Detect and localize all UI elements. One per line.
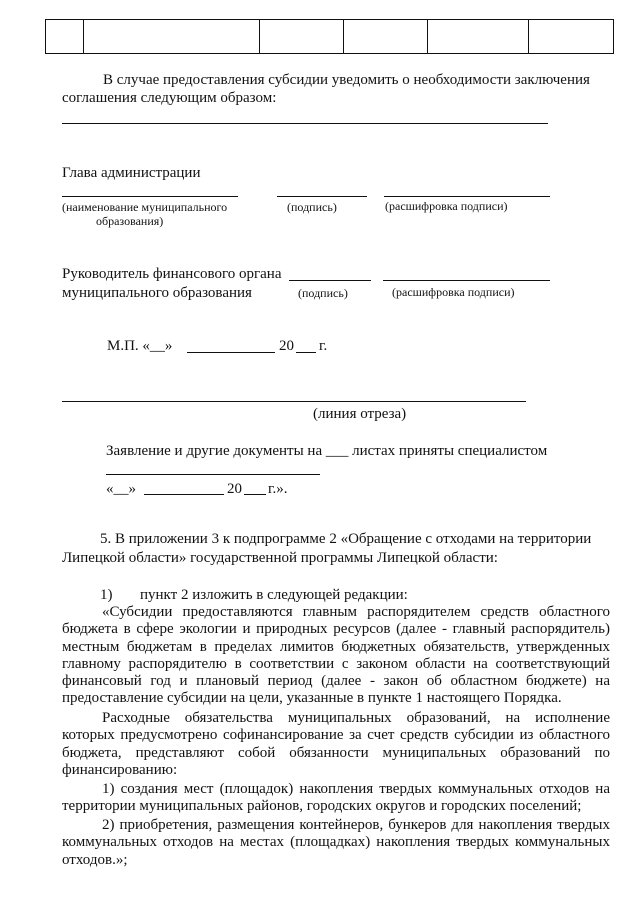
finance-caption-decoding: (расшифровка подписи) [392, 285, 515, 299]
finance-caption-signature: (подпись) [298, 286, 348, 300]
finance-head-line-2: муниципального образования [62, 285, 252, 301]
notice-fill-line [62, 123, 548, 124]
stamp-year-suffix: г. [319, 338, 328, 354]
table-cell [529, 20, 614, 54]
paragraph-1: «Субсидии предоставляются главным распорядителем средств областного бюджета в сфере экологии и природных ресурсов (далее - главный распорядитель) местным бюджетам в пределах лимитов бюджетных обязательств, утвержденных главному распорядителю в соответствии с законом области на соответствующий финансовый год и плановый период (далее - закон об областном бюджете) на предоставление субсидии на цели, указанные в пункте 1 настоящего Порядка. [62, 604, 610, 707]
section5-line-1: 5. В приложении 3 к подпрограмме 2 «Обращение с отходами на территории [100, 531, 592, 547]
item1-text: пункт 2 изложить в следующей редакции: [140, 587, 408, 603]
stamp-month-line [187, 352, 275, 353]
accept-date-open: «__» [106, 481, 136, 497]
signature-line [277, 196, 367, 197]
cut-line-label: (линия отреза) [313, 406, 407, 422]
caption-signature: (подпись) [287, 200, 337, 214]
decoding-line [384, 196, 550, 197]
stamp-mp: М.П. «__» [107, 338, 173, 354]
caption-name: (наименование муниципального [62, 200, 228, 214]
table-cell [344, 20, 428, 54]
paragraph-2: Расходные обязательства муниципальных образований, на исполнение которых предусмотрено софинансирование за счет средств субсидии из областного бюджета, представляют собой обязанности муниципальных образований по финансированию: [62, 710, 610, 778]
cut-line [62, 401, 526, 402]
paragraph-3: 1) создания мест (площадок) накопления твердых коммунальных отходов на территории муниципальных районов, городских округов и городских поселений; [62, 781, 610, 815]
stamp-year-line [296, 352, 316, 353]
accept-line-1: Заявление и другие документы на ___ листах приняты специалистом [106, 443, 548, 459]
section5-line-2: Липецкой области» государственной программы Липецкой области: [62, 550, 498, 566]
table-cell [84, 20, 260, 54]
accept-year-suffix: г.». [268, 481, 288, 497]
finance-signature-line [289, 280, 371, 281]
caption-name-2: образования) [96, 214, 164, 228]
paragraph-4: 2) приобретения, размещения контейнеров, бункеров для накопления твердых коммунальных отходов на местах (площадках) накопления твердых коммунальных отходов.»; [62, 817, 610, 868]
table-cell [428, 20, 529, 54]
top-table [45, 19, 614, 54]
table-cell [260, 20, 344, 54]
table-cell [46, 20, 84, 54]
head-admin-title: Глава администрации [62, 165, 201, 181]
caption-decoding: (расшифровка подписи) [385, 199, 508, 213]
accept-year-line [244, 494, 266, 495]
specialist-line [106, 474, 320, 475]
notice-line-2: соглашения следующим образом: [62, 90, 277, 106]
finance-decoding-line [383, 280, 550, 281]
accept-year-prefix: 20 [227, 481, 242, 497]
accept-month-line [144, 494, 224, 495]
finance-head-line-1: Руководитель финансового органа [62, 266, 282, 282]
notice-line-1: В случае предоставления субсидии уведомить о необходимости заключения [103, 72, 590, 88]
stamp-year-prefix: 20 [279, 338, 294, 354]
name-line [62, 196, 238, 197]
item1-number: 1) [100, 587, 113, 603]
